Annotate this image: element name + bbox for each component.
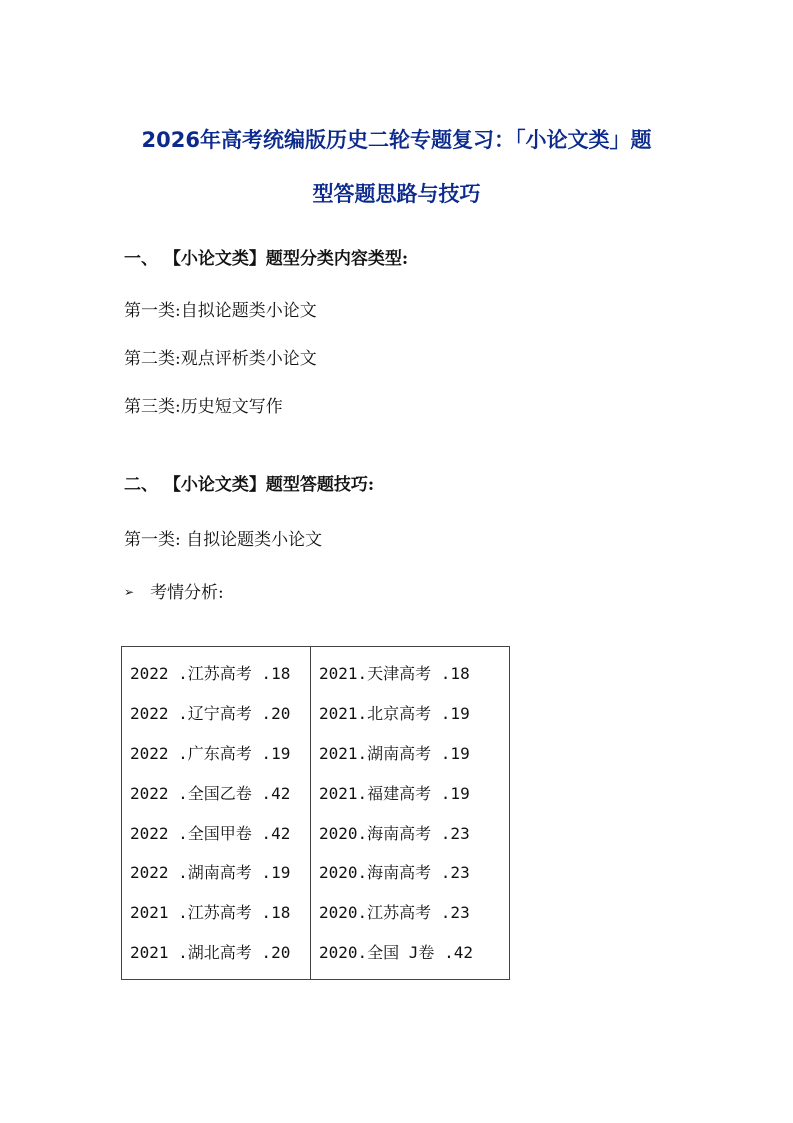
section1-item-2: 第二类:观点评析类小论文 bbox=[124, 349, 317, 369]
document-title-line2: 型答题思路与技巧 bbox=[312, 182, 481, 206]
table-row bbox=[122, 693, 510, 733]
table-cell: 2022 .广东高考 .19 bbox=[122, 733, 311, 773]
table-row bbox=[122, 852, 510, 892]
table-cell: 2021 .湖北高考 .20 bbox=[122, 932, 311, 980]
section1-heading: 一、 【小论文类】题型分类内容类型: bbox=[124, 249, 409, 269]
table-cell: 2020.全国 J卷 .42 bbox=[311, 932, 510, 980]
section2-subheading: 第一类: 自拟论题类小论文 bbox=[124, 530, 323, 550]
table-cell: 2022 .全国甲卷 .42 bbox=[122, 812, 311, 852]
table-cell: 2020.海南高考 .23 bbox=[311, 812, 510, 852]
table-cell: 2021 .江苏高考 .18 bbox=[122, 892, 311, 932]
section1-item-1: 第一类:自拟论题类小论文 bbox=[124, 301, 317, 321]
table-row bbox=[122, 812, 510, 852]
table-row bbox=[122, 733, 510, 773]
table-cell: 2020.江苏高考 .23 bbox=[311, 892, 510, 932]
table-cell: 2022 .江苏高考 .18 bbox=[122, 647, 311, 693]
table-row bbox=[122, 772, 510, 812]
table-cell: 2021.北京高考 .19 bbox=[311, 693, 510, 733]
section2-heading: 二、 【小论文类】题型答题技巧: bbox=[124, 475, 375, 495]
table-cell: 2022 .辽宁高考 .20 bbox=[122, 693, 311, 733]
table-row bbox=[122, 892, 510, 932]
table-cell: 2021.福建高考 .19 bbox=[311, 772, 510, 812]
table-cell: 2021.天津高考 .18 bbox=[311, 647, 510, 693]
table-row bbox=[122, 647, 510, 693]
exam-table bbox=[121, 646, 510, 980]
table-cell: 2022 .湖南高考 .19 bbox=[122, 852, 311, 892]
table-cell: 2020.海南高考 .23 bbox=[311, 852, 510, 892]
document-title-line1: 2026年高考统编版历史二轮专题复习：「小论文类」题 bbox=[141, 128, 652, 152]
table-cell: 2021.湖南高考 .19 bbox=[311, 733, 510, 773]
bullet-label: 考情分析: bbox=[150, 583, 224, 603]
arrow-bullet-icon: ➢ bbox=[124, 585, 135, 599]
table-cell: 2022 .全国乙卷 .42 bbox=[122, 772, 311, 812]
table-row bbox=[122, 932, 510, 980]
section1-item-3: 第三类:历史短文写作 bbox=[124, 397, 283, 417]
bullet-item bbox=[124, 578, 224, 603]
